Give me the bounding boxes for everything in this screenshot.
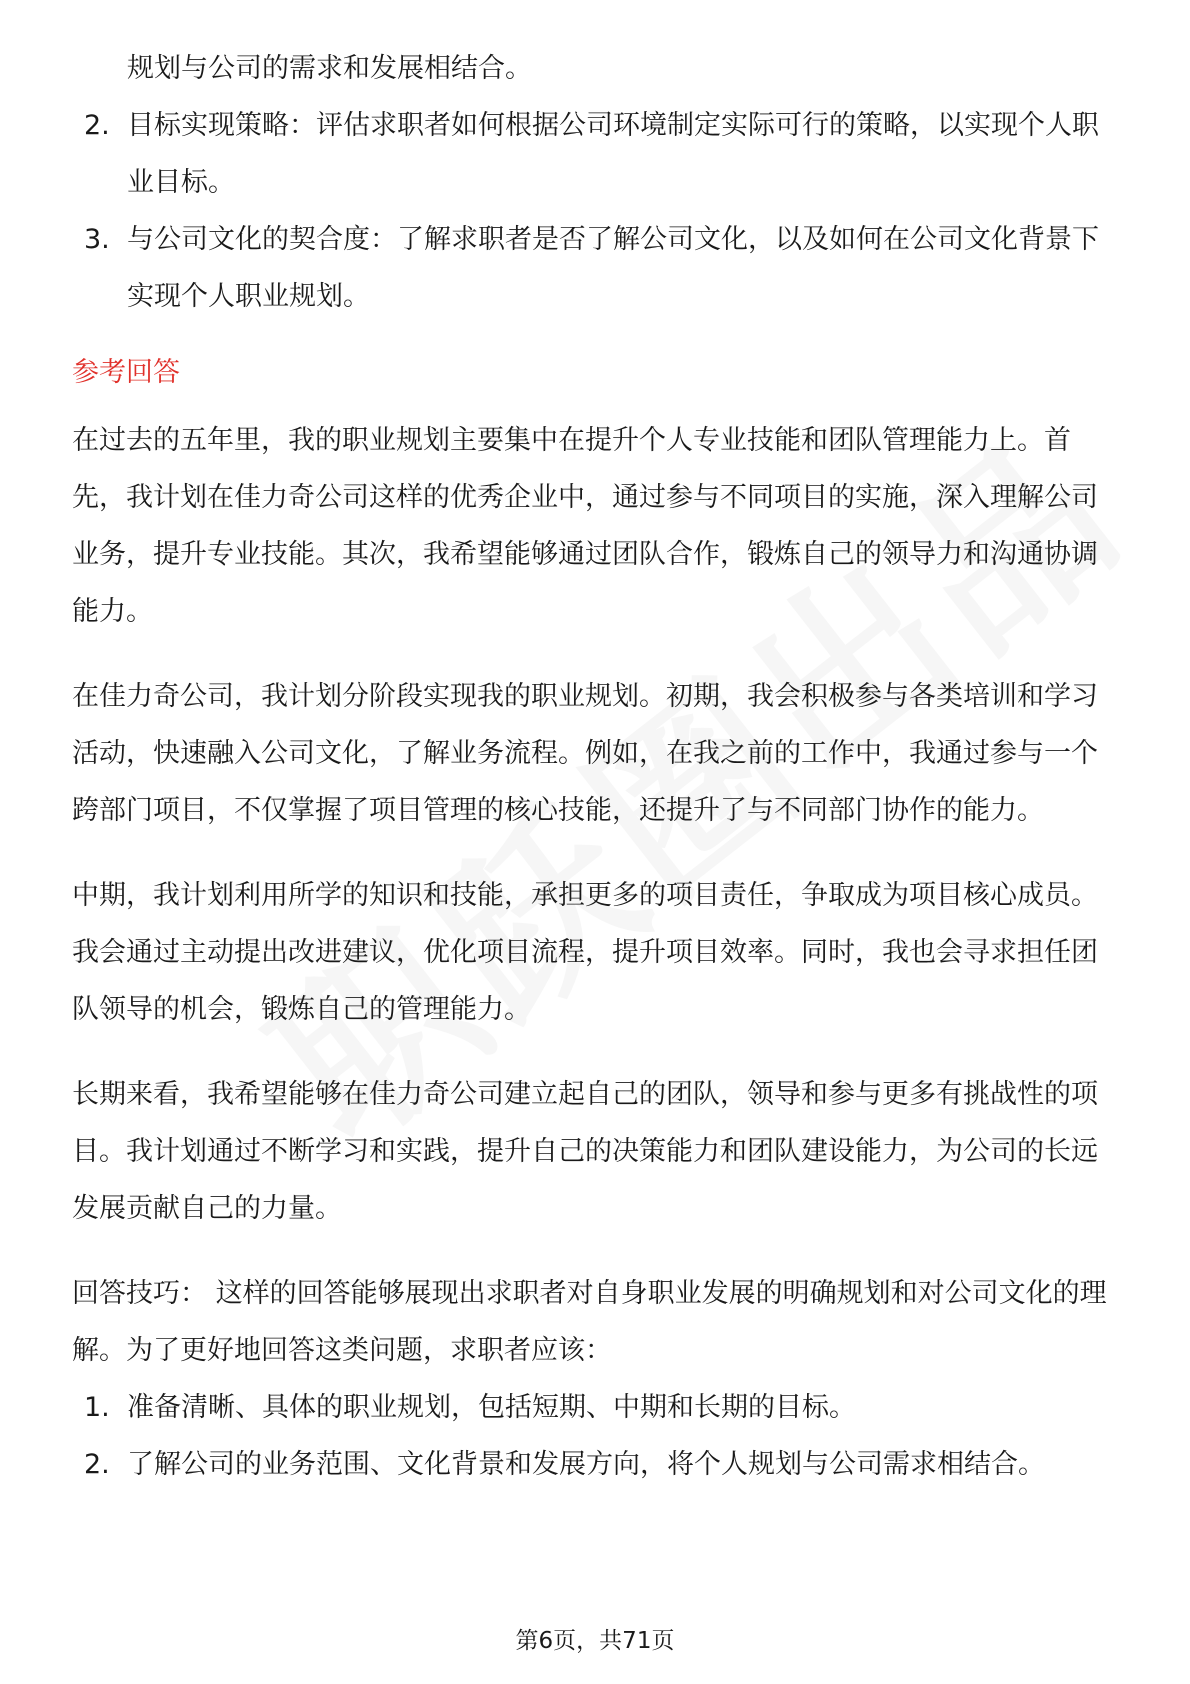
list-item-text: 目标实现策略：评估求职者如何根据公司环境制定实际可行的策略，以实现个人职业目标。 [127,110,1099,198]
list-item-number: 2. [84,110,110,141]
section-title-reference-answer: 参考回答 [72,357,180,388]
list-item-number: 2. [84,1449,110,1480]
list-item [72,1436,1122,1493]
answer-tips-paragraph: 回答技巧： 这样的回答能够展现出求职者对自身职业发展的明确规划和对公司文化的理解。为了更好地回答这类问题，求职者应该： [72,1278,1107,1366]
list-item-text: 准备清晰、具体的职业规划，包括短期、中期和长期的目标。 [127,1392,856,1423]
page-number: 第6页，共71页 [515,1628,675,1654]
tips-list [72,1379,1122,1493]
answer-paragraph: 在佳力奇公司，我计划分阶段实现我的职业规划。初期，我会积极参与各类培训和学习活动，快速融入公司文化，了解业务流程。例如，在我之前的工作中，我通过参与一个跨部门项目，不仅掌握了项目管理的核心技能，还提升了与不同部门协作的能力。 [72,681,1098,826]
answer-paragraph: 长期来看，我希望能够在佳力奇公司建立起自己的团队，领导和参与更多有挑战性的项目。我计划通过不断学习和实践，提升自己的决策能力和团队建设能力，为公司的长远发展贡献自己的力量。 [72,1079,1098,1224]
answer-paragraph: 在过去的五年里，我的职业规划主要集中在提升个人专业技能和团队管理能力上。首先，我计划在佳力奇公司这样的优秀企业中，通过参与不同项目的实施，深入理解公司业务，提升专业技能。其次，我希望能够通过团队合作，锻炼自己的领导力和沟通协调能力。 [72,425,1098,627]
list-item [72,211,1122,325]
list-item [72,97,1122,211]
list-item-number: 1. [84,1392,110,1423]
list-item [72,1379,1122,1436]
answer-paragraph: 中期，我计划利用所学的知识和技能，承担更多的项目责任，争取成为项目核心成员。我会通过主动提出改进建议，优化项目流程，提升项目效率。同时，我也会寻求担任团队领导的机会，锻炼自己的管理能力。 [72,880,1098,1025]
list-item-number: 3. [84,224,110,255]
list-item-text: 与公司文化的契合度：了解求职者是否了解公司文化，以及如何在公司文化背景下实现个人职业规划。 [127,224,1099,312]
list-item-text: 了解公司的业务范围、文化背景和发展方向，将个人规划与公司需求相结合。 [127,1449,1045,1480]
evaluation-list [72,97,1122,325]
list-item-continuation: 规划与公司的需求和发展相结合。 [127,53,532,84]
page-content [72,40,1122,1493]
